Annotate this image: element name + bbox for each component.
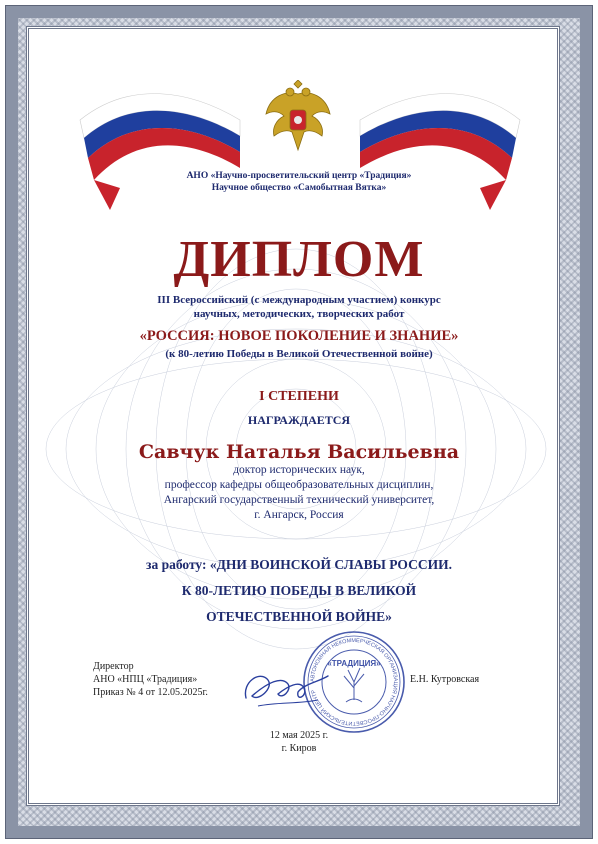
work-line-2: К 80-ЛЕТИЮ ПОБЕДЫ В ВЕЛИКОЙ (181, 583, 417, 598)
stamp-ring-text: АВТОНОМНАЯ НЕКОММЕРЧЕСКАЯ ОРГАНИЗАЦИЯ НАУЧНО-ПРОСВЕТИТЕЛЬСКИЙ ЦЕНТР (309, 637, 399, 727)
organization-block (0, 170, 598, 194)
signatory-role: Директор (93, 661, 134, 672)
contest-dedication: (к 80-летию Победы в Великой Отечественной войне) (165, 348, 433, 360)
signatory-name: Е.Н. Кутровская (410, 674, 480, 685)
recipient-details (0, 463, 598, 523)
work-line-3: ОТЕЧЕСТВЕННОЙ ВОЙНЕ» (206, 609, 392, 624)
order-number: Приказ № 4 от 12.05.2025г. (93, 687, 208, 698)
work-title (0, 552, 598, 630)
organization-name: АНО «Научно-просветительский центр «Традиция» (186, 171, 412, 181)
contest-name: «РОССИЯ: НОВОЕ ПОКОЛЕНИЕ И ЗНАНИЕ» (139, 328, 459, 344)
issue-city: г. Киров (281, 743, 317, 754)
issue-date: 12 мая 2025 г. (269, 730, 329, 741)
work-line-1: за работу: «ДНИ ВОИНСКОЙ СЛАВЫ РОССИИ. (146, 557, 452, 572)
recipient-degree: доктор исторических наук, (233, 464, 365, 476)
award-degree: I СТЕПЕНИ (259, 389, 339, 404)
diploma-title: ДИПЛОМ (173, 231, 425, 288)
signatory-org: АНО «НПЦ «Традиция» (93, 674, 198, 685)
awarded-label: НАГРАЖДАЕТСЯ (247, 413, 351, 427)
contest-line-2: научных, методических, творческих работ (193, 308, 405, 320)
coat-of-arms-icon (262, 80, 334, 160)
society-name: Научное общество «Самобытная Вятка» (211, 183, 387, 193)
recipient-name: Савчук Наталья Васильевна (138, 441, 460, 463)
recipient-position: профессор кафедры общеобразовательных дисциплин, (164, 479, 434, 491)
stamp-center-text: «ТРАДИЦИЯ» (327, 659, 381, 668)
recipient-university: Ангарский государственный технический университет, (163, 494, 435, 506)
signatory-block (93, 660, 208, 699)
recipient-city: г. Ангарск, Россия (254, 509, 344, 521)
director-signature (238, 662, 334, 712)
contest-description (0, 293, 598, 321)
issue-block (0, 729, 598, 755)
contest-line-1: III Всероссийский (с международным участием) конкурс (157, 294, 441, 306)
